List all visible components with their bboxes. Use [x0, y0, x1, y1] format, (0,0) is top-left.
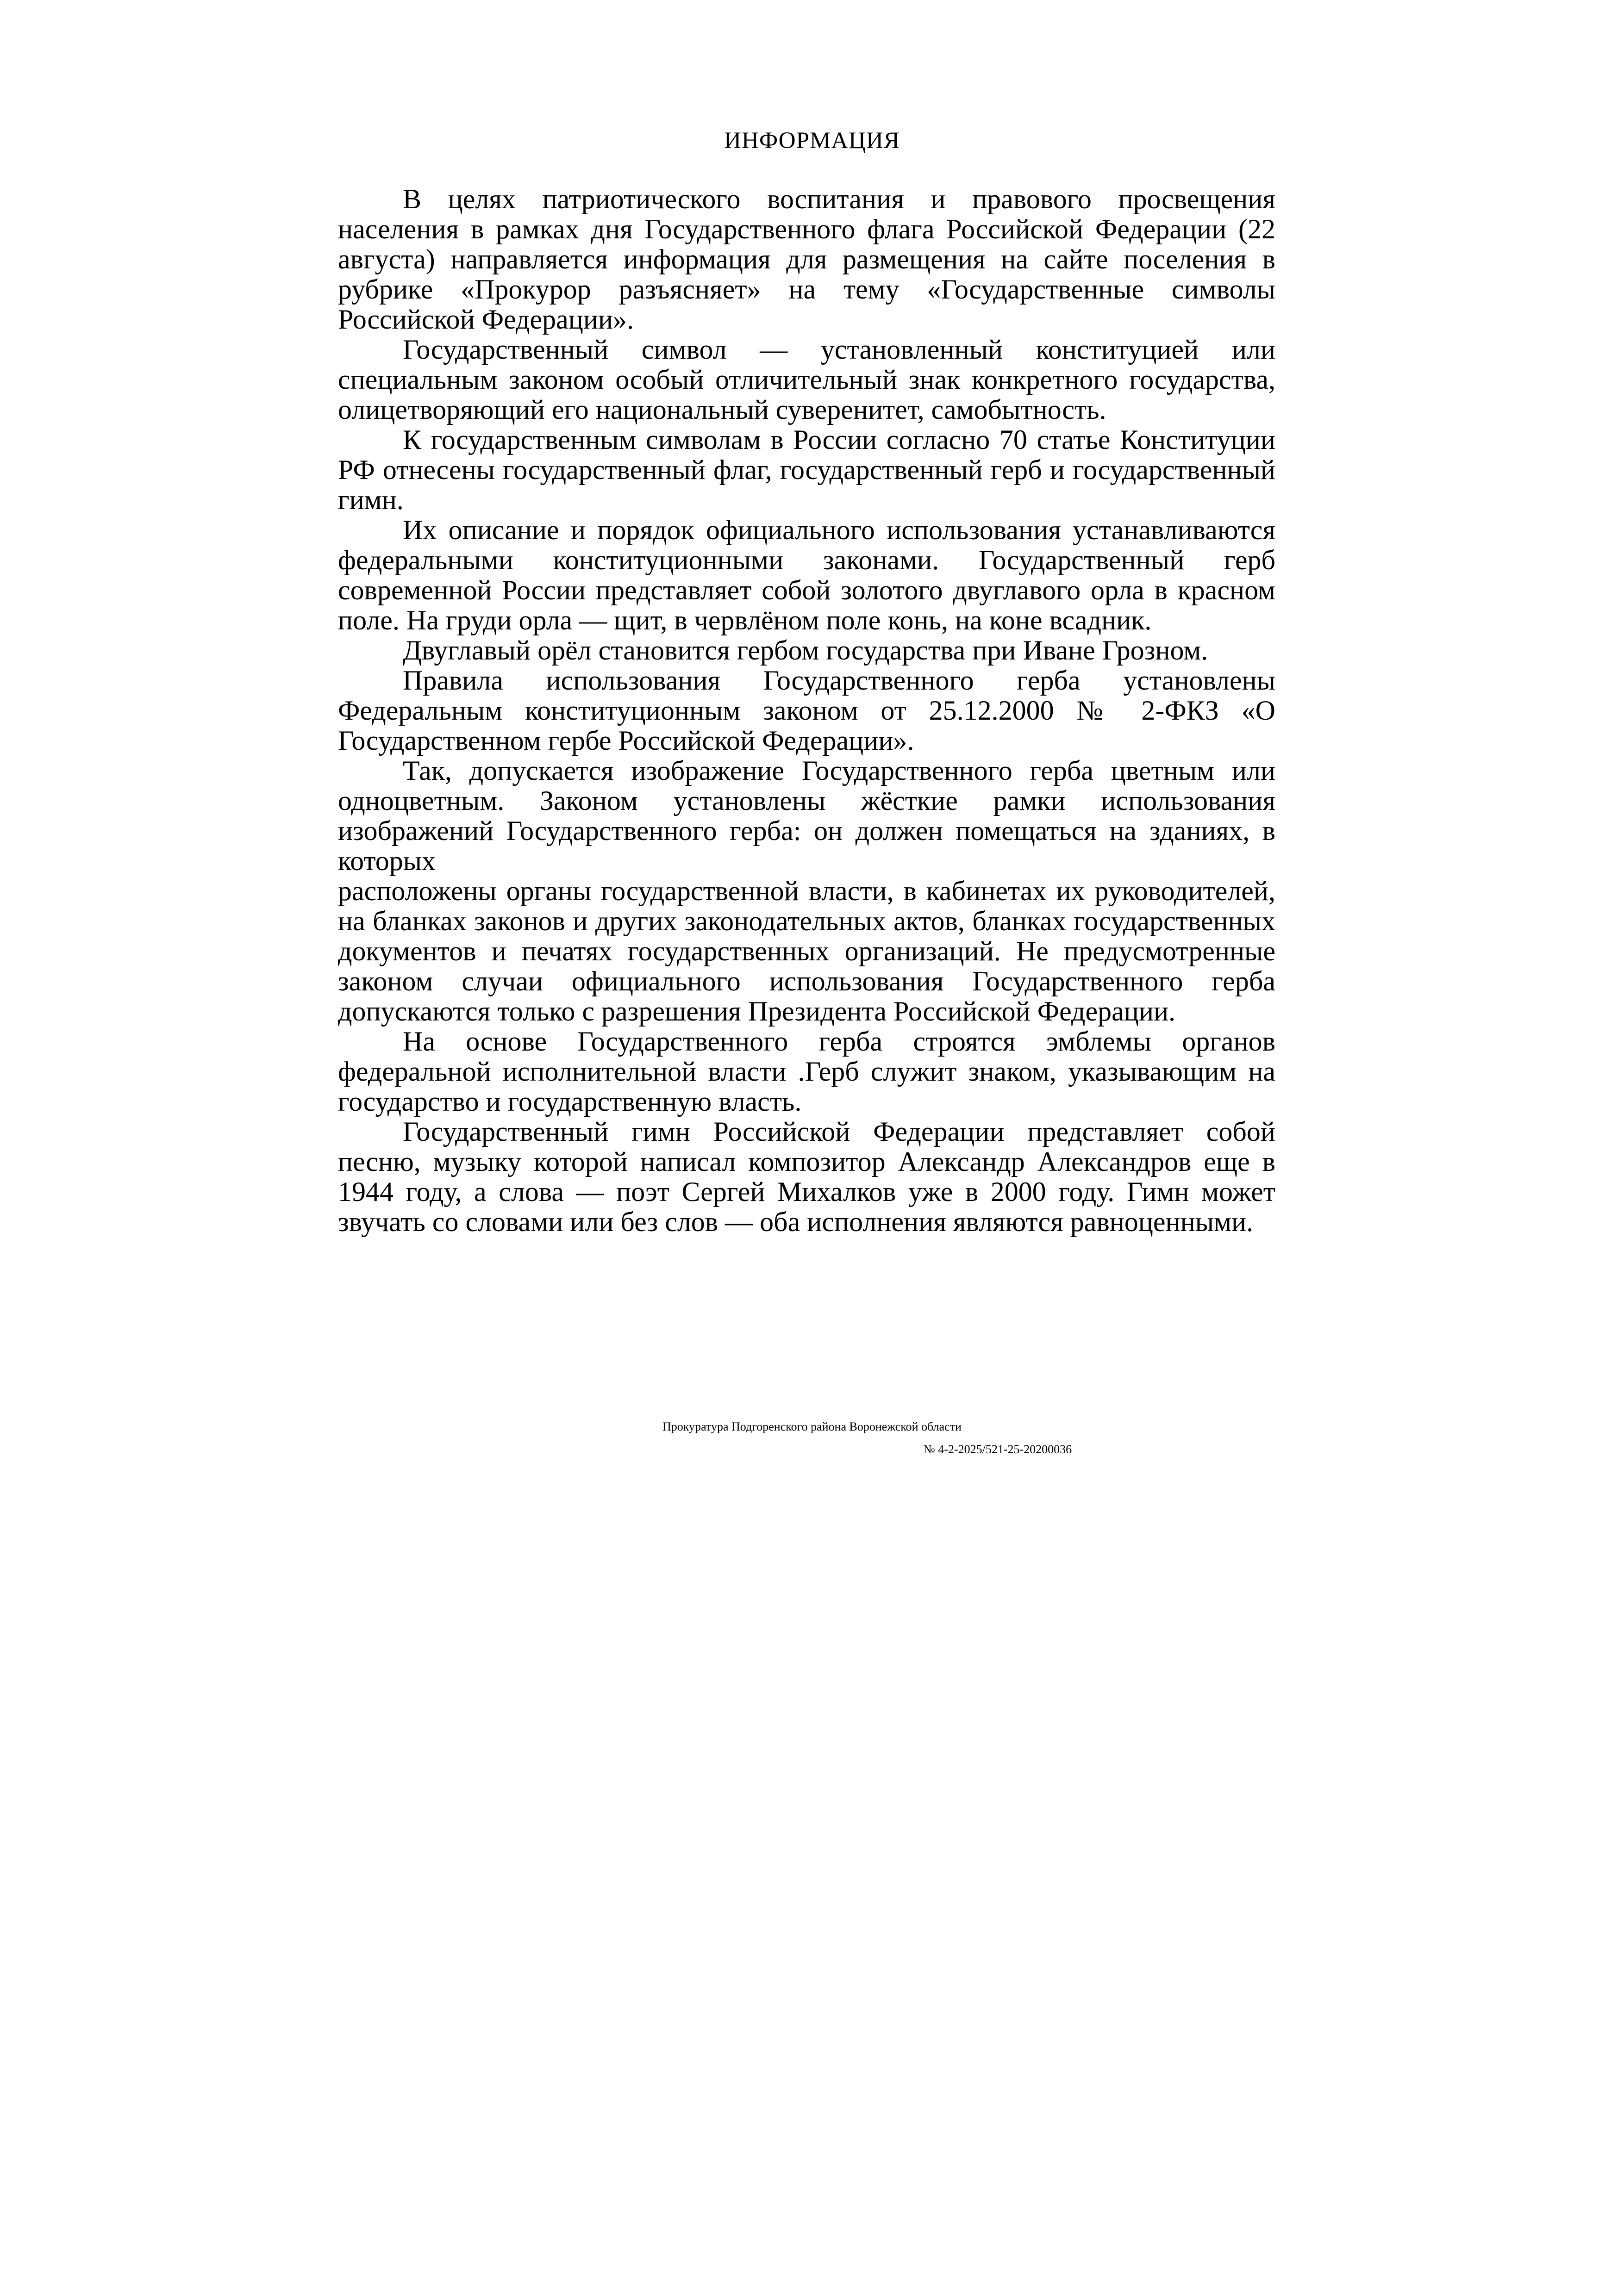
paragraph-usage-rules: Правила использования Государственного герба установлены Федеральным конституционным законом от 25.12.2000 № 2-ФКЗ «О Государственном гербе Российской Федерации».	[338, 665, 1275, 756]
paragraph-image-permission-continued: расположены органы государственной власти, в кабинетах их руководителей, на бланках законов и других законодательных актов, бланках государственных документов и печатях государственных организаций. Не предусмотренные законом случаи официального использования Государственного герба допускаются только с разрешения Президента Российской Федерации.	[338, 876, 1275, 1027]
paragraph-image-permission: Так, допускается изображение Государственного герба цветным или одноцветным. Законом установлены жёсткие рамки использования изображений Государственного герба: он должен помещаться на зданиях, в которых	[338, 755, 1275, 876]
paragraph-emblems: На основе Государственного герба строятся эмблемы органов федеральной исполнительной власти .Герб служит знаком, указывающим на государство и государственную власть.	[338, 1026, 1275, 1117]
document-body	[338, 184, 1275, 1237]
paragraph-state-symbols: К государственным символам в России согласно 70 статье Конституции РФ отнесены государственный флаг, государственный герб и государственный гимн.	[338, 424, 1275, 515]
paragraph-double-headed-eagle: Двуглавый орёл становится гербом государства при Иване Грозном.	[403, 635, 1208, 666]
paragraph-anthem: Государственный гимн Российской Федерации представляет собой песню, музыку которой написал композитор Александр Александров еще в 1944 году, а слова — поэт Сергей Михалков уже в 2000 году. Гимн может звучать со словами или без слов — оба исполнения являются равноценными.	[338, 1116, 1275, 1237]
footer-document-number: № 4-2-2025/521-25-20200036	[924, 1443, 1072, 1456]
document-title: ИНФОРМАЦИЯ	[724, 128, 900, 154]
paragraph-coat-of-arms-description: Их описание и порядок официального использования устанавливаются федеральными конституционными законами. Государственный герб современной России представляет собой золотого двуглавого орла в красном поле. На груди орла — щит, в червлёном поле конь, на коне всадник.	[338, 515, 1275, 635]
footer-organization: Прокуратура Подгоренского района Воронежской области	[662, 1420, 962, 1433]
paragraph-symbol-definition: Государственный символ — установленный конституцией или специальным законом особый отличительный знак конкретного государства, олицетворяющий его национальный суверенитет, самобытность.	[338, 334, 1275, 425]
paragraph-intro: В целях патриотического воспитания и правового просвещения населения в рамках дня Государственного флага Российской Федерации (22 августа) направляется информация для размещения на сайте поселения в рубрике «Прокурор разъясняет» на тему «Государственные символы Российской Федерации».	[338, 184, 1275, 335]
